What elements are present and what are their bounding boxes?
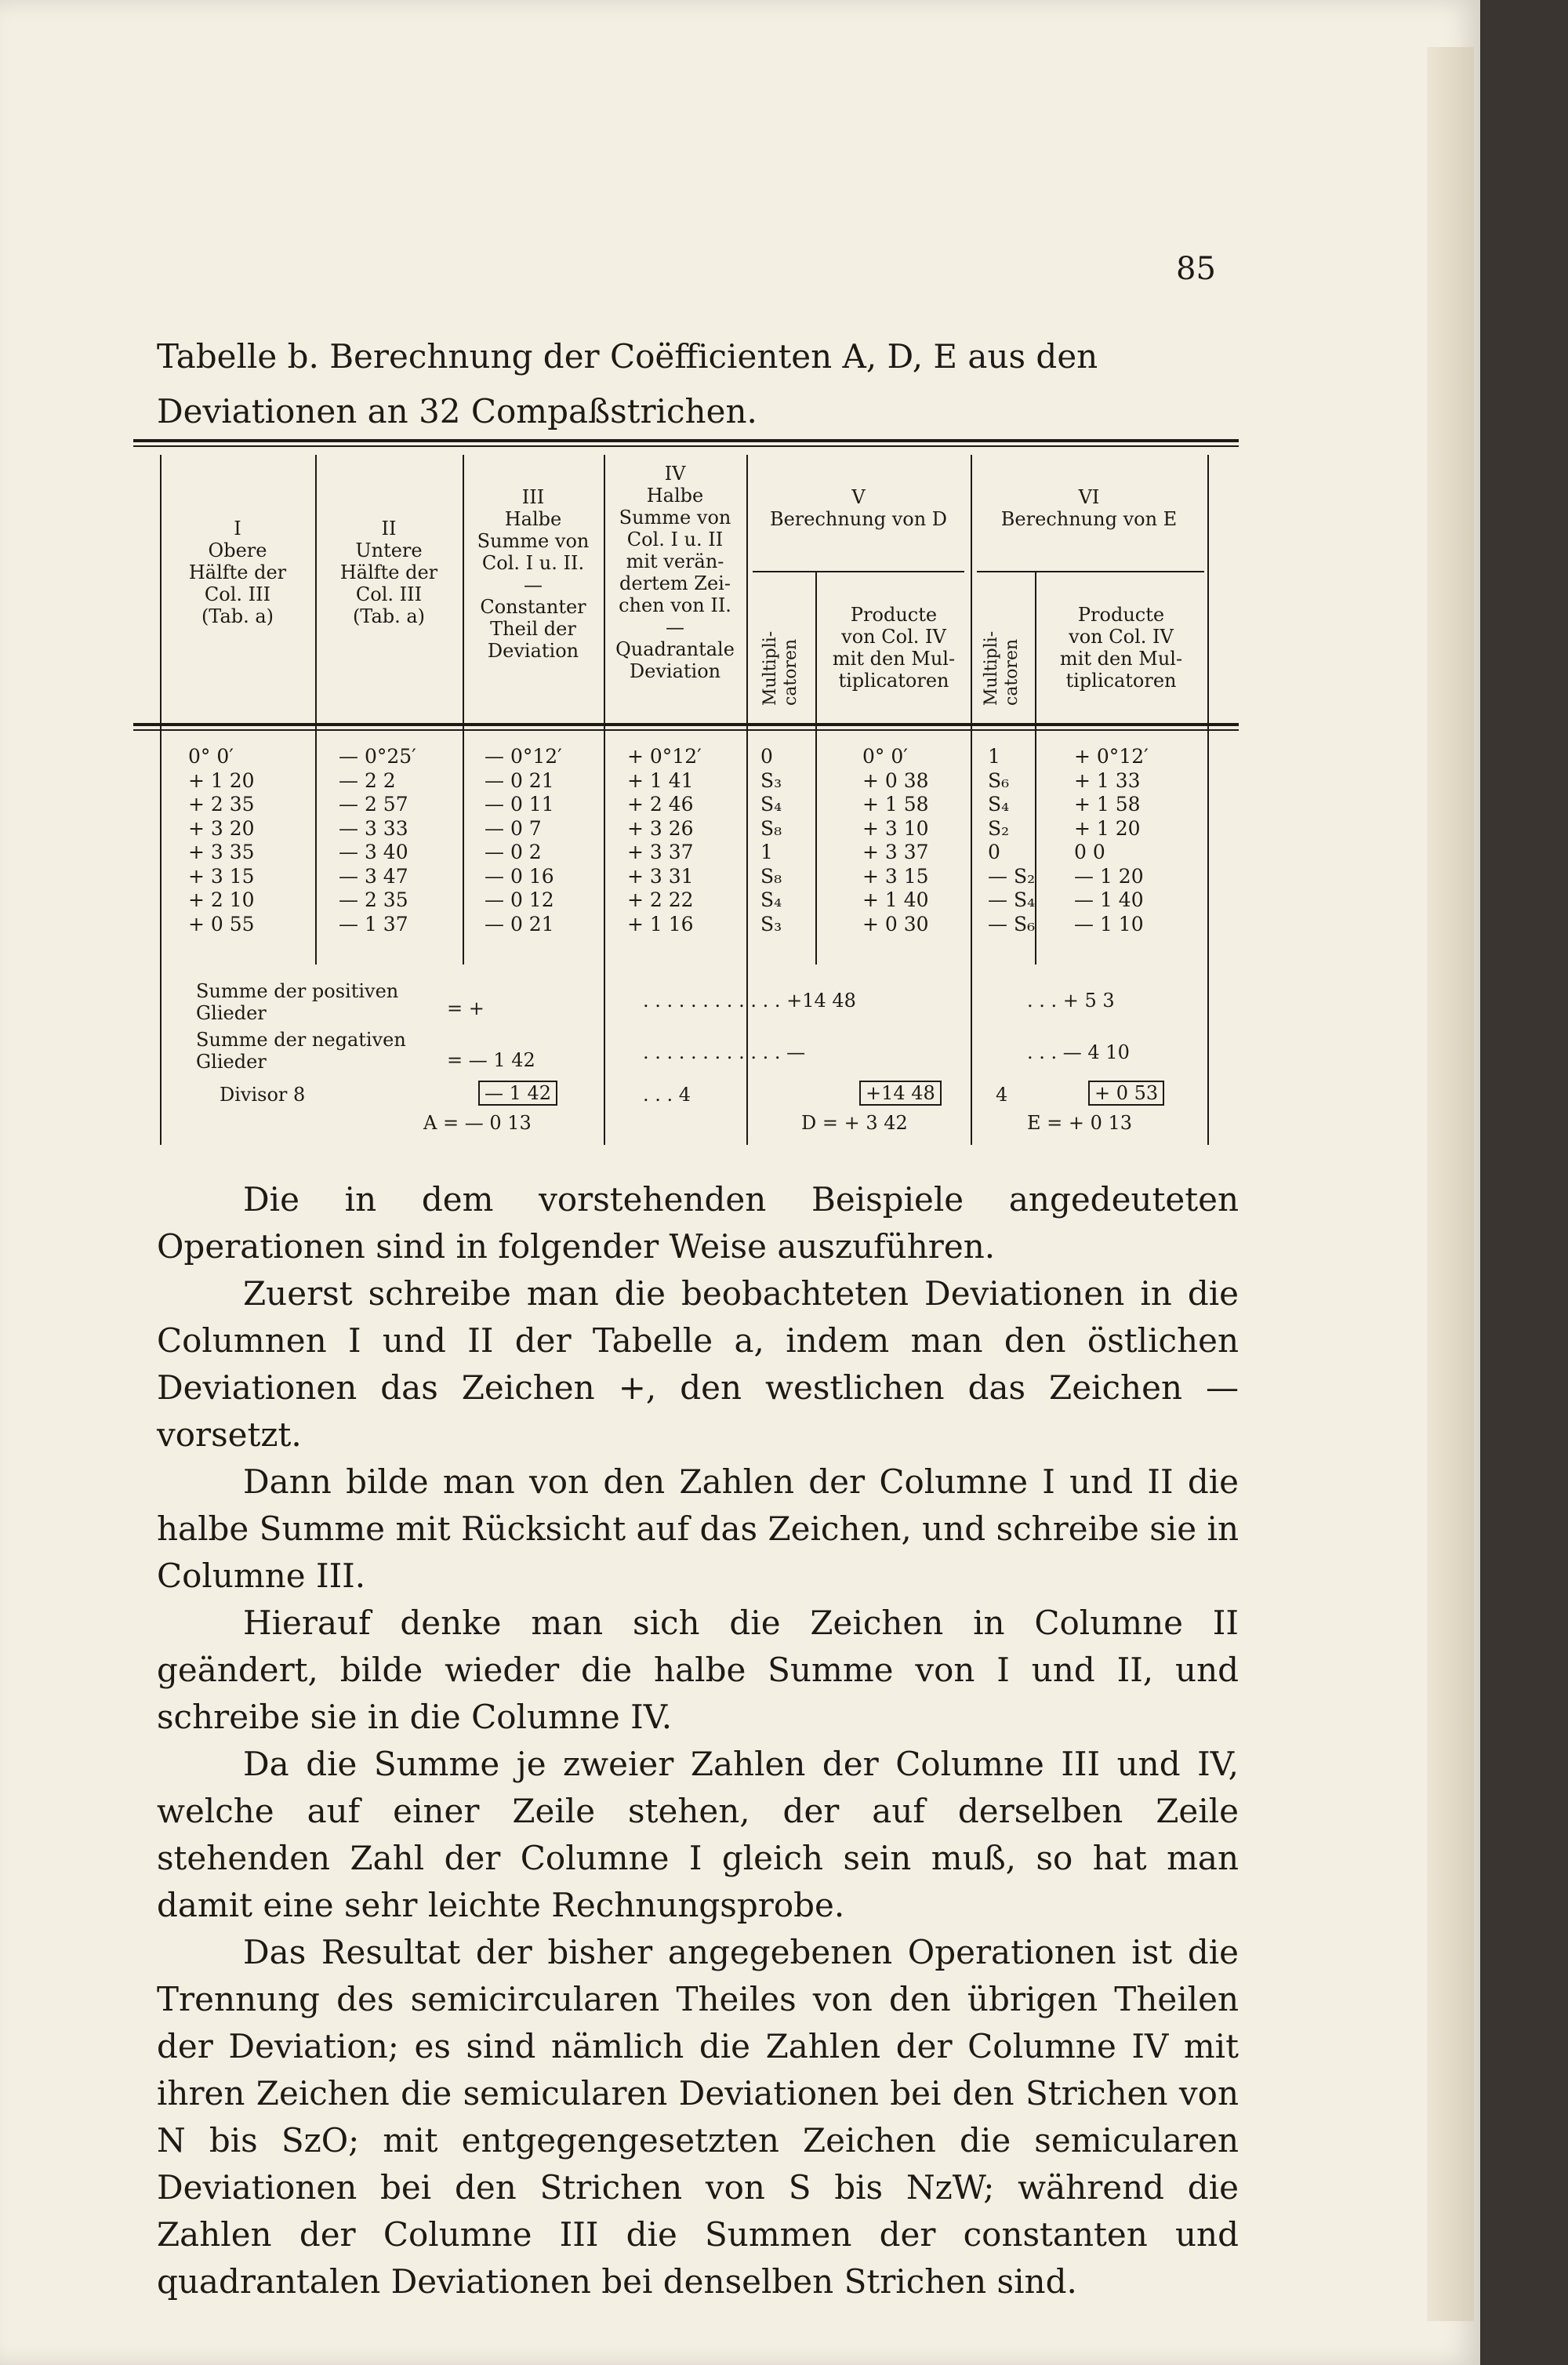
header-col6-products: Producte von Col. IV mit den Mul- tiplicatoren xyxy=(1059,604,1183,692)
col6-multiplier-values: 1 S₆ S₄ S₂ 0 — S₂ — S₄ — S₆ xyxy=(988,745,1036,935)
body-text xyxy=(157,1176,1239,2305)
header-col2: II Untere Hälfte der Col. III (Tab. a) xyxy=(339,518,438,627)
divisor-label: Divisor 8 xyxy=(220,1084,306,1106)
table-top-rule-2 xyxy=(133,445,1239,447)
result-e: E = + 0 13 xyxy=(1027,1112,1133,1134)
header-col5-title: V Berechnung von D xyxy=(769,486,948,530)
page-edge xyxy=(1427,47,1474,2321)
col6-subrule xyxy=(977,571,1204,572)
sum-positive-label: Summe der positiven Glieder xyxy=(196,980,399,1024)
table-top-rule xyxy=(133,439,1239,442)
header-col1: I Obere Hälfte der Col. III (Tab. a) xyxy=(188,518,287,627)
header-col6-multipliers: Multipli- catoren xyxy=(982,630,1022,706)
paragraph-5: Da die Summe je zweier Zahlen der Columne III und IV, welche auf einer Zeile stehen, der auf derselben Zeile stehenden Zahl der Columne I gleich sein muß, so hat man damit eine sehr leichte Rechnungsprobe. xyxy=(157,1745,1239,1924)
sum-negative-label: Summe der negativen Glieder xyxy=(196,1029,406,1073)
col5-product-values: 0° 0′ + 0 38 + 1 58 + 3 10 + 3 37 + 3 15 + 1 40 + 0 30 xyxy=(862,745,929,935)
sum-positive-eq: = + xyxy=(447,997,485,1019)
divisor-col3-box: — 1 42 xyxy=(478,1081,557,1106)
sum-negative-e: . . . — 4 10 xyxy=(1027,1041,1130,1063)
paragraph-3: Dann bilde man von den Zahlen der Columne I und II die halbe Summe mit Rücksicht auf das Zeichen, und schreibe sie in Columne III. xyxy=(157,1462,1239,1595)
header-col3: III Halbe Summe von Col. I u. II. — Constanter Theil der Deviation xyxy=(477,486,590,662)
sum-negative-eq: = — 1 42 xyxy=(447,1049,535,1071)
paragraph-6: Das Resultat der bisher angegebenen Operationen ist die Trennung des semicircularen Theiles von den übrigen Theilen der Deviation; es sind nämlich die Zahlen der Columne IV mit ihren Zeichen die semicularen Deviationen bei den Strichen von N bis SzO; mit entgegengesetzten Zeichen die semicularen Deviationen bei den Strichen von S bis NzW; während die Zahlen der Columne III die Summen der constanten und quadrantalen Deviationen bei denselben Strichen sind. xyxy=(157,1933,1239,2301)
table-caption: Tabelle b. Berechnung der Coëfficienten A, D, E aus den Deviationen an 32 Compaßstrichen. xyxy=(157,337,1098,430)
paragraph-2: Zuerst schreibe man die beobachteten Deviationen in die Columnen I und II der Tabelle a, indem man den östlichen Deviationen das Zeichen +, den westlichen das Zeichen — vorsetzt. xyxy=(157,1274,1239,1454)
vline-8 xyxy=(1207,455,1209,1145)
divisor-d-box: +14 48 xyxy=(859,1081,942,1106)
col1-values: 0° 0′ + 1 20 + 2 35 + 3 20 + 3 35 + 3 15 + 2 10 + 0 55 xyxy=(188,745,255,935)
header-col5-products: Producte von Col. IV mit den Mul- tiplicatoren xyxy=(832,604,956,692)
col5-multiplier-values: 0 S₃ S₄ S₈ 1 S₈ S₄ S₃ xyxy=(760,745,782,935)
divisor-e-box: + 0 53 xyxy=(1088,1081,1164,1106)
divisor-e-multiplier: 4 xyxy=(996,1084,1008,1106)
header-bottom-rule-2 xyxy=(133,729,1239,731)
col4-values: + 0°12′ + 1 41 + 2 46 + 3 26 + 3 37 + 3 31 + 2 22 + 1 16 xyxy=(627,745,702,935)
paragraph-4: Hierauf denke man sich die Zeichen in Columne II geändert, bilde wieder die halbe Summe von I und II, und schreibe sie in die Columne IV. xyxy=(157,1604,1239,1736)
sum-negative-d: . . . . . . . . . . . . — xyxy=(643,1041,806,1063)
col3-values: — 0°12′ — 0 21 — 0 11 — 0 7 — 0 2 — 0 16 — 0 12 — 0 21 xyxy=(485,745,562,935)
col6-product-values: + 0°12′ + 1 33 + 1 58 + 1 20 0 0 — 1 20 — 1 40 — 1 10 xyxy=(1074,745,1149,935)
vline-6 xyxy=(971,455,972,1145)
header-bottom-rule xyxy=(133,723,1239,726)
header-col6-title: VI Berechnung von E xyxy=(1000,486,1178,530)
page-number: 85 xyxy=(1176,251,1216,287)
result-d: D = + 3 42 xyxy=(801,1112,908,1134)
sum-positive-e: . . . + 5 3 xyxy=(1027,990,1115,1012)
deviation-table xyxy=(133,439,1239,1161)
sum-positive-d: . . . . . . . . . . . . +14 48 xyxy=(643,990,856,1012)
paragraph-1: Die in dem vorstehenden Beispiele angedeuteten Operationen sind in folgender Weise auszuführen. xyxy=(157,1180,1239,1266)
divisor-col4: . . . 4 xyxy=(643,1084,691,1106)
col5-subrule xyxy=(753,571,964,572)
header-col5-multipliers: Multipli- catoren xyxy=(760,630,800,706)
result-a: A = — 0 13 xyxy=(423,1112,532,1134)
header-col4: IV Halbe Summe von Col. I u. II mit verän- dertem Zei- chen von II. — Quadrantale Deviation xyxy=(615,463,735,682)
col2-values: — 0°25′ — 2 2 — 2 57 — 3 33 — 3 40 — 3 47 — 2 35 — 1 37 xyxy=(339,745,416,935)
